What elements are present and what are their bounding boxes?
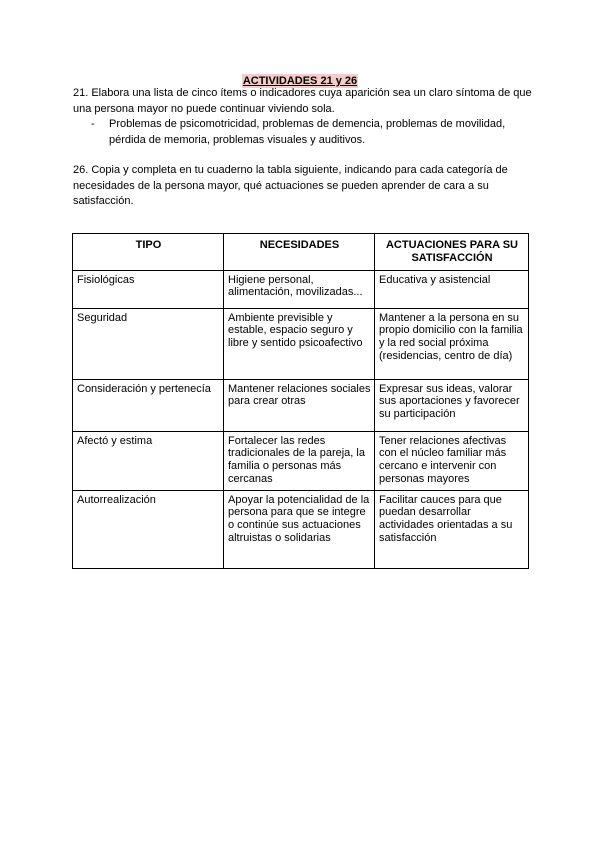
table-row <box>73 490 529 568</box>
cell-actuaciones: Tener relaciones afectivas con el núcleo familiar más cercano e intervenir con personas mayores <box>375 431 529 490</box>
cell-tipo: Autorrealización <box>73 490 224 568</box>
question-26-text: 26. Copia y completa en tu cuaderno la tabla siguiente, indicando para cada categoría de necesidades de la persona mayor, qué actuaciones se pueden aprender de cara a su satisfacción. <box>73 164 508 207</box>
table-header-row <box>73 234 529 271</box>
header-actuaciones: ACTUACIONES PARA SU SATISFACCIÓN <box>375 234 529 271</box>
cell-necesidades: Ambiente previsible y estable, espacio seguro y libre y sentido psicoafectivo <box>224 308 375 379</box>
cell-tipo: Afectó y estima <box>73 431 224 490</box>
header-necesidades: NECESIDADES <box>224 234 375 271</box>
cell-actuaciones: Facilitar cauces para que puedan desarrollar actividades orientadas a su satisfacción <box>375 490 529 568</box>
table-row <box>73 270 529 308</box>
cell-tipo: Fisiológicas <box>73 270 224 308</box>
table-row <box>73 308 529 379</box>
cell-necesidades: Mantener relaciones sociales para crear otras <box>224 379 375 431</box>
cell-tipo: Consideración y pertenecía <box>73 379 224 431</box>
cell-actuaciones: Mantener a la persona en su propio domicilio con la familia y la red social próxima (residencias, centro de día) <box>375 308 529 379</box>
cell-necesidades: Higiene personal, alimentación, movilizadas... <box>224 270 375 308</box>
needs-table <box>72 233 529 569</box>
cell-necesidades: Apoyar la potencialidad de la persona para que se integre o continúe sus actuaciones altruistas o solidarias <box>224 490 375 568</box>
table-row <box>73 431 529 490</box>
page-title: ACTIVIDADES 21 y 26 <box>242 75 358 87</box>
bullet-marker: - <box>91 118 95 130</box>
cell-tipo: Seguridad <box>73 308 224 379</box>
bullet-text: Problemas de psicomotricidad, problemas de demencia, problemas de movilidad, pérdida de memoria, problemas visuales y auditivos. <box>109 118 506 146</box>
table-row <box>73 379 529 431</box>
header-tipo: TIPO <box>73 234 224 271</box>
question-21-text: 21. Elabora una lista de cinco ítems o indicadores cuya aparición sea un claro síntoma de que una persona mayor no puede continuar viviendo sola. <box>73 87 532 115</box>
cell-actuaciones: Educativa y asistencial <box>375 270 529 308</box>
cell-actuaciones: Expresar sus ideas, valorar sus aportaciones y favorecer su participación <box>375 379 529 431</box>
cell-necesidades: Fortalecer las redes tradicionales de la pareja, la familia o personas más cercanas <box>224 431 375 490</box>
